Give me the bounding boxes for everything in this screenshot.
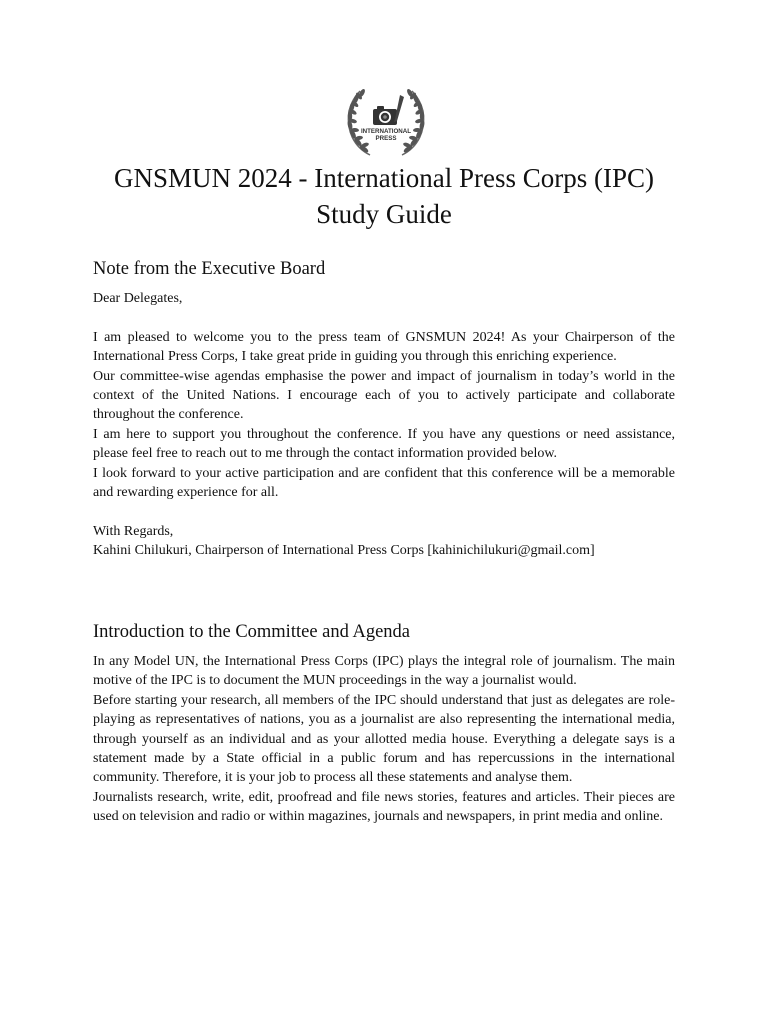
note-paragraph: I am here to support you throughout the conference. If you have any questions or need assistance, please feel free to reach out to me through the contact information provided below. [93, 426, 675, 462]
note-section [93, 257, 675, 561]
intro-section [93, 620, 675, 827]
camera-icon [373, 106, 397, 125]
laurel-right-icon [402, 88, 425, 155]
logo-text-press: PRESS [375, 135, 397, 142]
signature: Kahini Chilukuri, Chairperson of International Press Corps [kahinichilukuri@gmail.com] [93, 543, 595, 559]
title-line-2: Study Guide [316, 199, 452, 229]
intro-paragraph: Journalists research, write, edit, proofread and file news stories, features and articles. Their pieces are used on television and radio or within magazines, journals and newspapers, in print media and online. [93, 789, 675, 825]
note-heading: Note from the Executive Board [93, 259, 326, 279]
laurel-left-icon [347, 88, 370, 155]
intro-paragraph: In any Model UN, the International Press Corps (IPC) plays the integral role of journalism. The main motive of the IPC is to document the MUN proceedings in the way a journalist would. [93, 654, 675, 689]
title-line-1: GNSMUN 2024 - International Press Corps (IPC) [114, 163, 654, 193]
intro-heading: Introduction to the Committee and Agenda [93, 622, 411, 642]
logo-text-international: INTERNATIONAL [360, 128, 412, 135]
international-press-logo [340, 87, 432, 159]
salutation: Dear Delegates, [93, 291, 183, 306]
document-title [40, 160, 728, 232]
note-paragraph: I look forward to your active participation and are confident that this conference will be a memorable and rewarding experience for all. [93, 465, 675, 501]
intro-paragraph: Before starting your research, all members of the IPC should understand that just as delegates are role-playing as representatives of nations, you as a journalist are also representing the international media, through yourself as an individual and as your allotted media house. Everything a delegate says is a statement made by a State official in a public forum and has repercussions in the international community. Therefore, it is your job to process all these statements and analyse them. [93, 692, 675, 786]
note-paragraph: Our committee-wise agendas emphasise the power and impact of journalism in today’s world in the context of the United Nations. I encourage each of you to actively participate and collaborate throughout the conference. [93, 368, 675, 423]
closing: With Regards, [93, 523, 174, 539]
note-paragraph: I am pleased to welcome you to the press team of GNSMUN 2024! As your Chairperson of the International Press Corps, I take great pride in guiding you through this enriching experience. [93, 329, 675, 365]
pen-icon [394, 95, 404, 122]
